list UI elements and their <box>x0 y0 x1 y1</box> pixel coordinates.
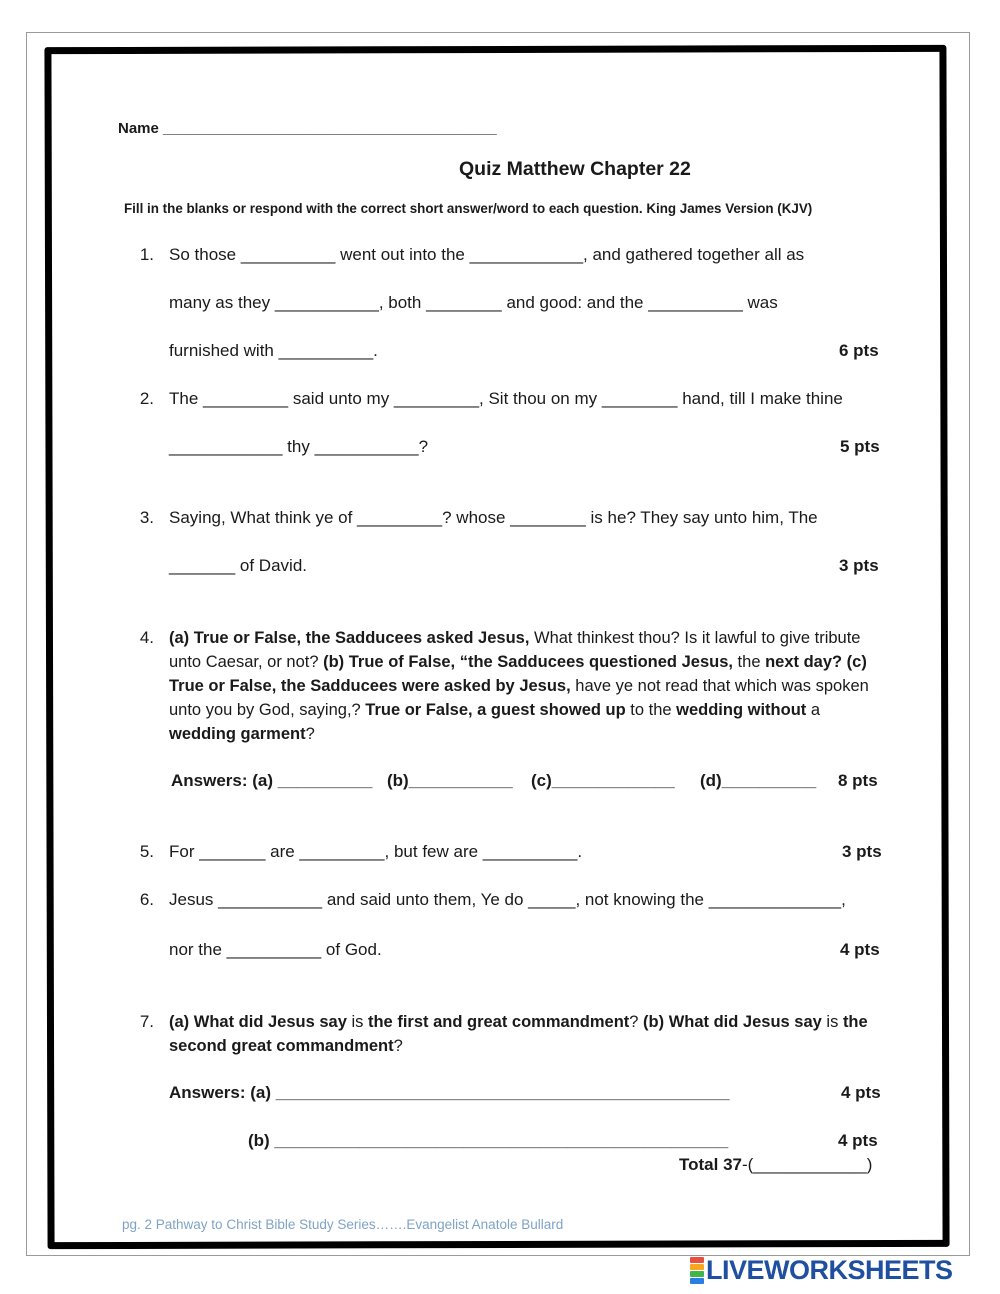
q7-part: (b) What did Jesus say <box>643 1013 822 1031</box>
q4-answer-d[interactable]: (d)__________ <box>700 771 817 790</box>
q7-part: is <box>346 1013 368 1031</box>
q4-part: to the <box>625 701 677 719</box>
q2-line-1[interactable]: The _________ said unto my _________, Sit thou on my ________ hand, till I make thine <box>169 389 843 408</box>
question-number: 4. <box>139 628 154 647</box>
q7-points-a: 4 pts <box>841 1083 881 1102</box>
page-footer: pg. 2 Pathway to Christ Bible Study Series…….Evangelist Anatole Bullard <box>122 1217 564 1232</box>
q4-answer-c[interactable]: (c)_____________ <box>531 771 675 790</box>
q6-line-1[interactable]: Jesus ___________ and said unto them, Ye do _____, not knowing the ______________, <box>169 890 846 909</box>
q4-part: What thinkest thou? Is it lawful to give tribute unto Caesar, or not? <box>169 629 861 671</box>
q2-points: 5 pts <box>840 437 880 456</box>
q3-line-1[interactable]: Saying, What think ye of _________? whose ________ is he? They say unto him, The <box>169 508 818 527</box>
q7-part: the first and great commandment <box>367 1013 630 1031</box>
q7-text <box>169 1010 869 1058</box>
q4-answer-b[interactable]: (b)___________ <box>387 771 513 790</box>
q4-part: True or False, a guest showed up <box>365 701 626 719</box>
q5-line-1[interactable]: For _______ are _________, but few are __________. <box>169 842 583 861</box>
q5-points: 3 pts <box>842 842 882 861</box>
q1-points: 6 pts <box>839 341 879 360</box>
q7-part: the second great commandment <box>169 1013 868 1055</box>
page-title: Quiz Matthew Chapter 22 <box>459 158 691 180</box>
q4-part: the <box>732 653 766 671</box>
question-number: 7. <box>139 1012 154 1031</box>
q3-points: 3 pts <box>839 556 879 575</box>
q4-part: wedding without <box>676 701 807 719</box>
total-blank[interactable]: -(____________) <box>741 1155 873 1174</box>
total-label: Total 37 <box>679 1155 742 1174</box>
q1-line-2[interactable]: many as they ___________, both ________ and good: and the __________ was <box>169 293 778 312</box>
q7-answer-b[interactable]: (b) ________________________________________________ <box>248 1131 729 1150</box>
q1-line-3[interactable]: furnished with __________. <box>169 341 378 360</box>
q4-part: a <box>806 701 821 719</box>
total-score <box>679 1155 872 1175</box>
liveworksheets-brand[interactable] <box>690 1255 953 1285</box>
question-number: 3. <box>139 508 154 527</box>
q7-part: ? <box>629 1013 644 1031</box>
q2-line-2[interactable]: ____________ thy ___________? <box>169 437 429 456</box>
q1-line-1[interactable]: So those __________ went out into the ____________, and gathered together all as <box>169 245 805 264</box>
q4-part: (a) True or False, the Sadducees asked Jesus, <box>169 629 530 647</box>
q4-answer-a[interactable]: Answers: (a) __________ <box>171 771 373 790</box>
question-number: 1. <box>139 245 154 264</box>
q6-points: 4 pts <box>840 940 880 959</box>
logo-block <box>690 1257 704 1263</box>
q7-answer-a[interactable]: Answers: (a) ________________________________________________ <box>169 1083 730 1102</box>
q4-part: have ye not read that which was spoken unto you by God, saying,? <box>169 677 869 719</box>
q4-part: ? <box>305 725 315 743</box>
logo-block <box>690 1278 704 1284</box>
q4-part: wedding garment <box>169 725 306 743</box>
q4-part: next day? (c) True or False, the Sadducees were asked by Jesus, <box>169 653 867 695</box>
q3-line-2[interactable]: _______ of David. <box>169 556 307 575</box>
q4-text <box>169 626 869 746</box>
instructions: Fill in the blanks or respond with the correct short answer/word to each question. King James Version (KJV) <box>124 201 813 216</box>
brand-text: LIVEWORKSHEETS <box>706 1254 953 1285</box>
q7-part: (a) What did Jesus say <box>169 1013 347 1031</box>
q7-points-b: 4 pts <box>838 1131 878 1150</box>
q6-line-2[interactable]: nor the __________ of God. <box>169 940 382 959</box>
liveworksheets-logo-icon <box>690 1256 704 1284</box>
logo-block <box>690 1264 704 1270</box>
question-number: 6. <box>139 890 154 909</box>
question-number: 5. <box>139 842 154 861</box>
logo-block <box>690 1271 704 1277</box>
q7-part: is <box>821 1013 843 1031</box>
question-number: 2. <box>139 389 154 408</box>
q4-part: (b) True of False, “the Sadducees questioned Jesus, <box>323 653 733 671</box>
q7-part: ? <box>393 1037 403 1055</box>
name-field[interactable]: Name ________________________________________ <box>118 120 497 137</box>
q4-points: 8 pts <box>838 771 878 790</box>
